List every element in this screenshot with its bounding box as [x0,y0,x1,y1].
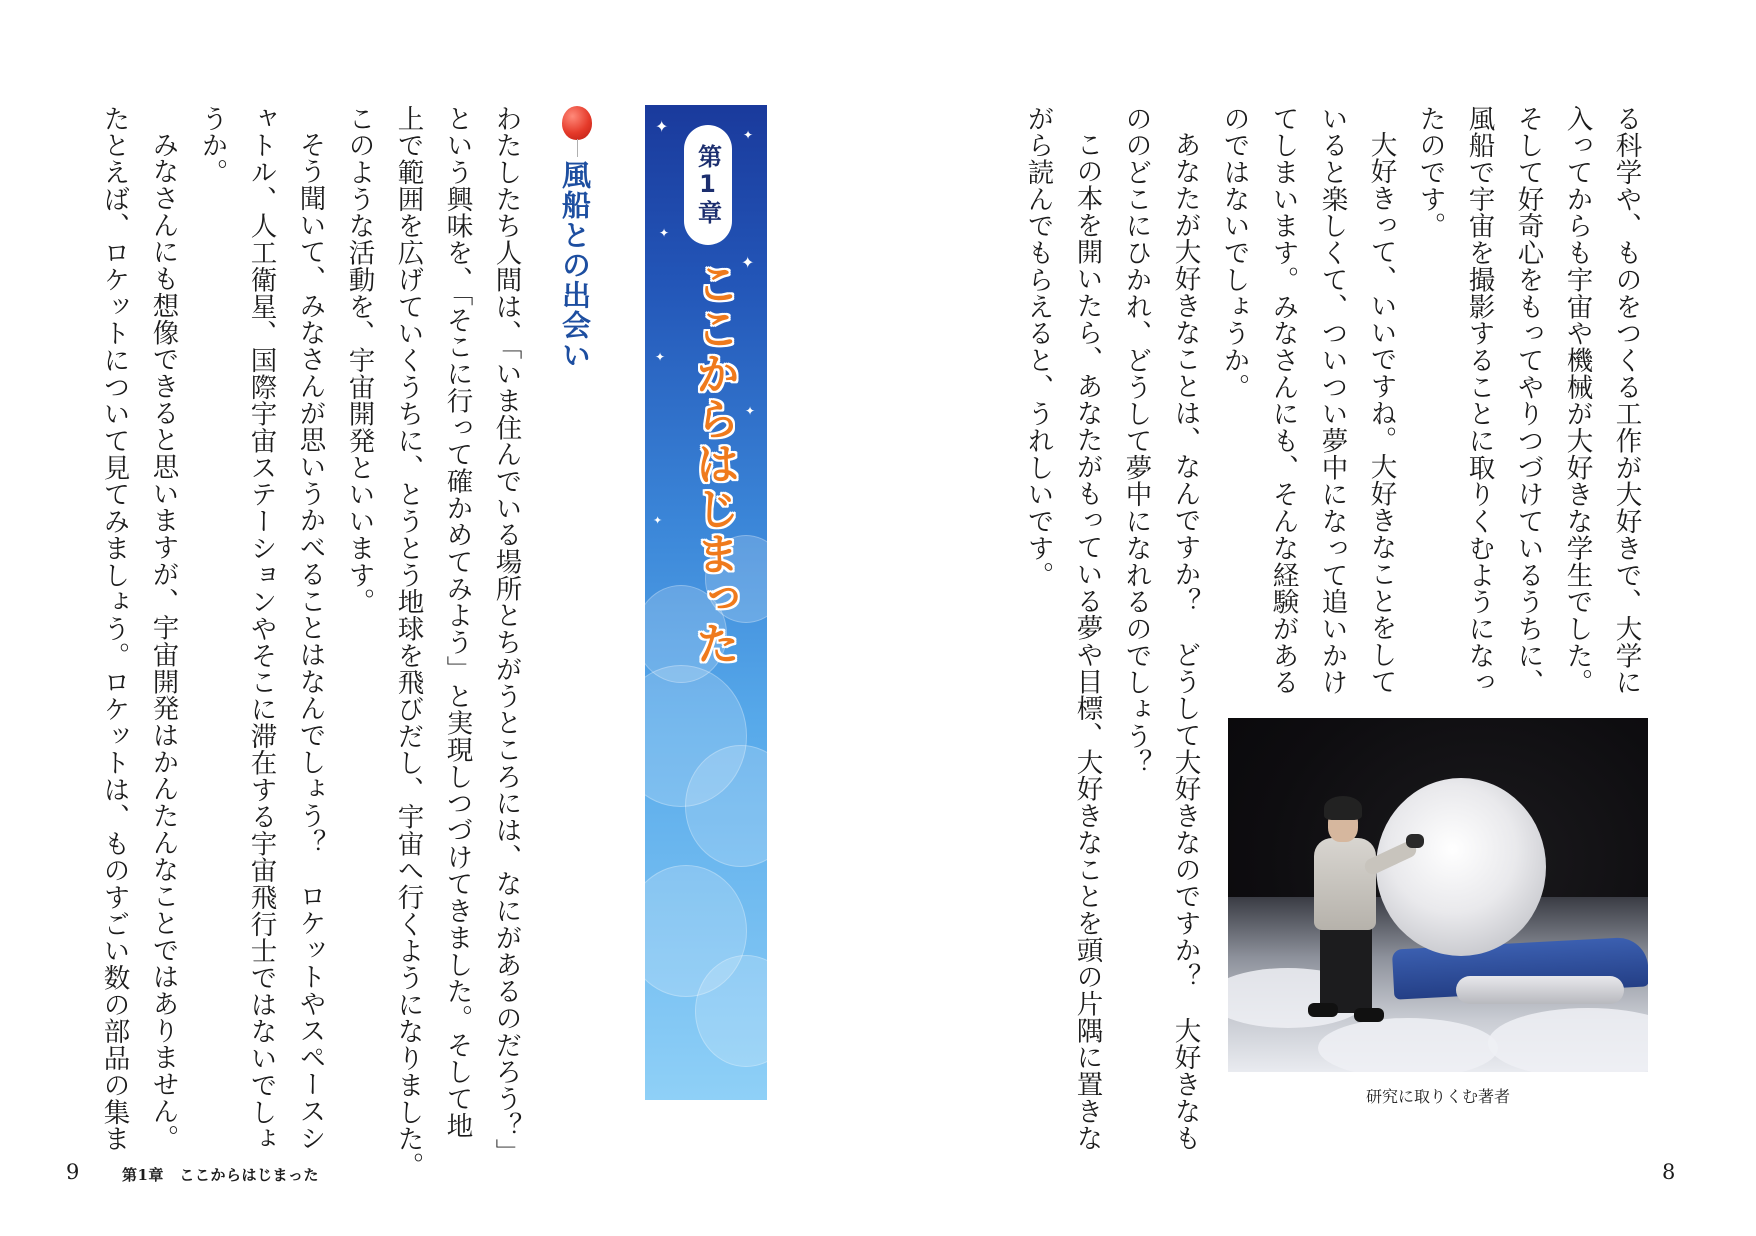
body-text-column: 大好きって、いいですね。大好きなことをして [1365,131,1397,695]
star-icon: ✦ [659,226,670,240]
body-text-column: いると楽しくて、ついつい夢中になって追いかけ [1316,105,1348,696]
body-text-column: たのです。 [1414,105,1446,240]
body-text-column: みなさんにも想像できると思いますが、宇宙開発はかんたんなことではありません。 [147,131,179,1152]
page-number: 9 [66,1160,80,1184]
body-text-column: このような活動を、宇宙開発といいます。 [343,105,375,616]
star-icon: ✦ [653,514,663,527]
body-text-column: 入ってからも宇宙や機械が大好きな学生でした。 [1561,105,1593,696]
body-text-column: がら読んでもらえると、うれしいです。 [1022,105,1054,589]
chapter-banner [645,105,767,1100]
body-text-column: うか。 [196,105,228,186]
chapter-title: ここからはじまった [688,261,739,666]
weather-balloon [1376,778,1546,956]
star-icon: ✦ [741,253,755,272]
star-icon: ✦ [655,117,669,136]
star-icon: ✦ [745,404,756,418]
chapter-label: 第1章 [693,144,722,226]
body-text-column: る科学や、ものをつくる工作が大好きで、大学に [1610,105,1642,696]
body-text-column: ののどこにひかれ、どうして夢中になれるのでしょう？ [1120,105,1152,777]
body-text-column: という興味を、「そこに行って確かめてみよう」と実現しつづけてきました。そして地 [441,105,473,1139]
body-text-column: たとえば、ロケットについて見てみましょう。ロケットは、ものすごい数の部品の集ま [98,105,130,1153]
red-balloon-icon [562,106,592,140]
balloon-tube [1456,976,1624,1004]
body-text-column: あなたが大好きなことは、なんですか？ どうして大好きなのですか？ 大好きなも [1169,131,1201,1152]
author-photo [1228,718,1648,1072]
running-head: 第1章 ここからはじまった [122,1166,319,1184]
section-heading: 風船との出会い [558,160,592,370]
photo-caption: 研究に取りくむ著者 [1365,1087,1510,1106]
body-text-column: そう聞いて、みなさんが思いうかべることはなんでしょう？ ロケットやスペースシ [294,131,326,1152]
body-text-column: わたしたち人間は、「いま住んでいる場所とちがうところには、なにがあるのだろう？」 [490,105,522,1166]
chapter-label-badge [684,125,732,245]
star-icon: ✦ [655,350,666,364]
balloon-string [577,139,578,157]
body-text-column: ャトル、人工衛星、国際宇宙ステーションやそこに滞在する宇宙飛行士ではないでしょ [245,105,277,1153]
body-text-column: 上で範囲を広げていくうちに、とうとう地球を飛びだし、宇宙へ行くようになりました。 [392,105,424,1179]
author-figure [1314,838,1376,930]
body-text-column: 風船で宇宙を撮影することに取りくむようになっ [1463,105,1495,696]
body-text-column: てしまいます。みなさんにも、そんな経験がある [1267,105,1299,696]
star-icon: ✦ [743,128,754,142]
body-text-column: この本を開いたら、あなたがもっている夢や目標、大好きなことを頭の片隅に置きな [1071,131,1103,1152]
body-text-column: のではないでしょうか。 [1218,105,1250,401]
body-text-column: そして好奇心をもってやりつづけているうちに、 [1512,105,1544,696]
page-number: 8 [1662,1160,1676,1184]
